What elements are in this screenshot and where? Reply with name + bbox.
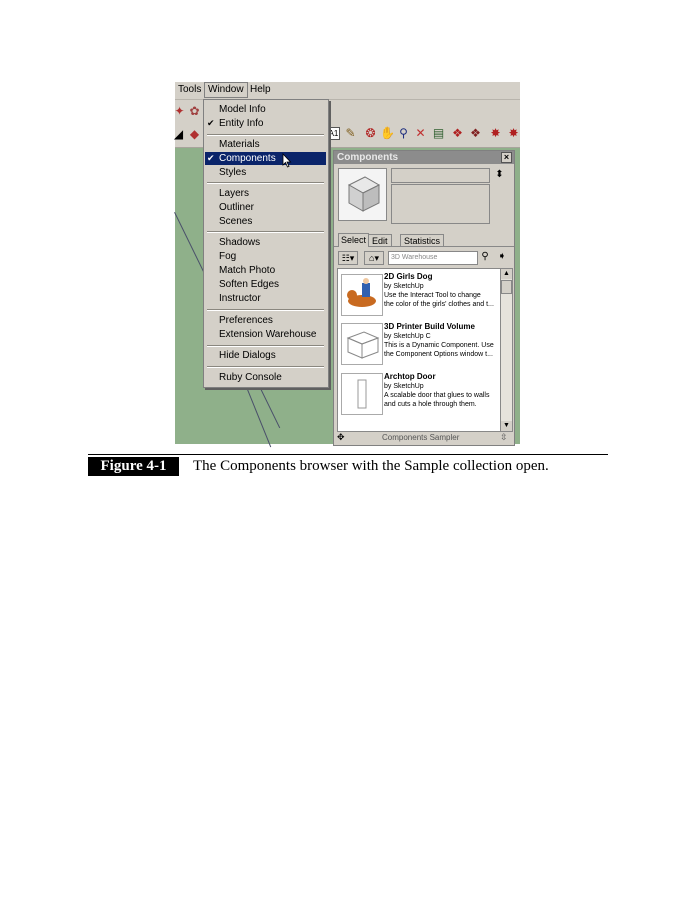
list-item-title: 3D Printer Build Volume xyxy=(384,322,475,331)
component-thumbnail xyxy=(341,373,383,415)
list-item-author: by SketchUp xyxy=(384,283,424,290)
components-panel-title-bar xyxy=(334,151,514,164)
menu-item-outliner[interactable]: Outliner xyxy=(219,202,255,213)
dimension-icon[interactable]: A1 xyxy=(328,129,339,138)
menu-item-shadows[interactable]: Shadows xyxy=(219,237,261,248)
search-icon[interactable]: ⚲ xyxy=(481,251,489,262)
figure-label: Figure 4-1 xyxy=(88,457,179,476)
menu-item-hide-dialogs[interactable]: Hide Dialogs xyxy=(219,350,276,361)
menu-help[interactable]: Help xyxy=(250,84,271,95)
menu-item-ruby-console[interactable]: Ruby Console xyxy=(219,372,282,383)
menu-item-materials[interactable]: Materials xyxy=(219,139,260,150)
search-input[interactable]: 3D Warehouse xyxy=(388,251,478,265)
list-item-description: A scalable door that glues to walls xyxy=(384,392,490,399)
menu-item-components[interactable]: Components xyxy=(219,153,276,164)
tab-edit[interactable]: Edit xyxy=(368,234,392,247)
components-list xyxy=(337,268,501,432)
menu-bar xyxy=(175,82,520,100)
scroll-up-icon[interactable]: ▲ xyxy=(501,269,512,279)
checkmark-icon: ✔ xyxy=(207,153,215,163)
menu-window[interactable]: Window xyxy=(204,82,248,98)
component-description-field[interactable] xyxy=(391,184,490,224)
list-item-description: the Component Options window t... xyxy=(384,351,493,358)
list-item-description: the color of the girls' clothes and t... xyxy=(384,301,494,308)
eraser-icon[interactable]: ◆ xyxy=(189,127,200,141)
tool-icon[interactable]: ✿ xyxy=(189,104,200,118)
list-scrollbar[interactable] xyxy=(500,268,513,432)
menu-item-entity-info[interactable]: Entity Info xyxy=(219,118,264,129)
tab-statistics[interactable]: Statistics xyxy=(400,234,444,247)
dog-thumbnail-icon xyxy=(342,275,382,315)
forward-arrow-icon[interactable]: ➧ xyxy=(497,251,507,262)
tool-icon[interactable]: ✦ xyxy=(174,104,185,118)
door-thumbnail-icon xyxy=(342,374,382,414)
menu-separator xyxy=(207,366,324,368)
list-item-author: by SketchUp C xyxy=(384,333,431,340)
tab-select[interactable]: Select xyxy=(338,233,369,247)
components-panel-title: Components xyxy=(337,152,399,163)
pane-toggle-icon[interactable]: ⇳ xyxy=(500,432,508,442)
checkmark-icon: ✔ xyxy=(207,118,215,128)
menu-item-instructor[interactable]: Instructor xyxy=(219,293,261,304)
scroll-down-icon[interactable]: ▼ xyxy=(501,421,512,431)
menu-item-model-info[interactable]: Model Info xyxy=(219,104,266,115)
components-panel xyxy=(333,150,515,446)
menu-item-match-photo[interactable]: Match Photo xyxy=(219,265,276,276)
home-icon[interactable]: ⌂▾ xyxy=(364,251,384,265)
cube-preview-icon xyxy=(339,169,386,220)
paint-icon[interactable]: ✎ xyxy=(345,126,356,140)
component-thumbnail xyxy=(341,323,383,365)
list-item[interactable] xyxy=(338,319,500,369)
list-item[interactable] xyxy=(338,369,500,419)
extension-icon[interactable]: ❖ xyxy=(470,126,481,140)
component-icon[interactable]: ❖ xyxy=(452,126,463,140)
printer-volume-thumbnail-icon xyxy=(342,324,382,364)
mouse-cursor-icon xyxy=(282,153,292,168)
list-item-title: 2D Girls Dog xyxy=(384,272,433,281)
menu-separator xyxy=(207,231,324,233)
menu-item-preferences[interactable]: Preferences xyxy=(219,315,273,326)
menu-item-extension-warehouse[interactable]: Extension Warehouse xyxy=(219,329,317,340)
list-item-description: and cuts a hole through them. xyxy=(384,401,477,408)
tool-icon[interactable]: ◢ xyxy=(173,127,184,141)
orbit-icon[interactable]: ❂ xyxy=(365,126,376,140)
menu-item-layers[interactable]: Layers xyxy=(219,188,250,199)
list-item-description: Use the Interact Tool to change xyxy=(384,292,481,299)
canvas-edge-line xyxy=(244,382,271,447)
component-thumbnail xyxy=(341,274,383,316)
menu-separator xyxy=(207,345,324,347)
menu-separator xyxy=(207,309,324,311)
zoom-icon[interactable]: ⚲ xyxy=(399,126,408,140)
component-name-field[interactable] xyxy=(391,168,490,183)
secondary-pane-label: Components Sampler xyxy=(382,433,460,442)
menu-tools[interactable]: Tools xyxy=(178,84,202,95)
pan-icon[interactable]: ✋ xyxy=(380,126,395,140)
ruby-icon[interactable]: ✸ xyxy=(490,126,501,140)
zoom-extents-icon[interactable]: ✕ xyxy=(415,126,426,140)
figure-caption: The Components browser with the Sample collection open. xyxy=(193,458,549,474)
scroll-thumb[interactable] xyxy=(501,280,512,294)
view-options-icon[interactable]: ☷▾ xyxy=(338,251,358,265)
pane-toggle-icon[interactable]: ✥ xyxy=(337,432,345,442)
list-item-description: This is a Dynamic Component. Use xyxy=(384,342,494,349)
list-item[interactable] xyxy=(338,269,500,319)
menu-item-fog[interactable]: Fog xyxy=(219,251,237,262)
caption-rule xyxy=(88,454,608,455)
sketchup-screenshot xyxy=(175,82,520,444)
menu-item-soften-edges[interactable]: Soften Edges xyxy=(219,279,280,290)
warehouse-icon[interactable]: ▤ xyxy=(432,126,445,140)
menu-item-styles[interactable]: Styles xyxy=(219,167,247,178)
details-arrow-icon[interactable]: ⬍ xyxy=(495,169,504,180)
component-preview xyxy=(338,168,387,221)
menu-item-scenes[interactable]: Scenes xyxy=(219,216,253,227)
list-item-title: Archtop Door xyxy=(384,372,436,381)
menu-separator xyxy=(207,134,324,136)
window-menu xyxy=(203,99,329,388)
close-icon[interactable]: × xyxy=(501,152,512,163)
menu-separator xyxy=(207,182,324,184)
list-item-author: by SketchUp xyxy=(384,383,424,390)
ruby-icon[interactable]: ✸ xyxy=(508,126,519,140)
